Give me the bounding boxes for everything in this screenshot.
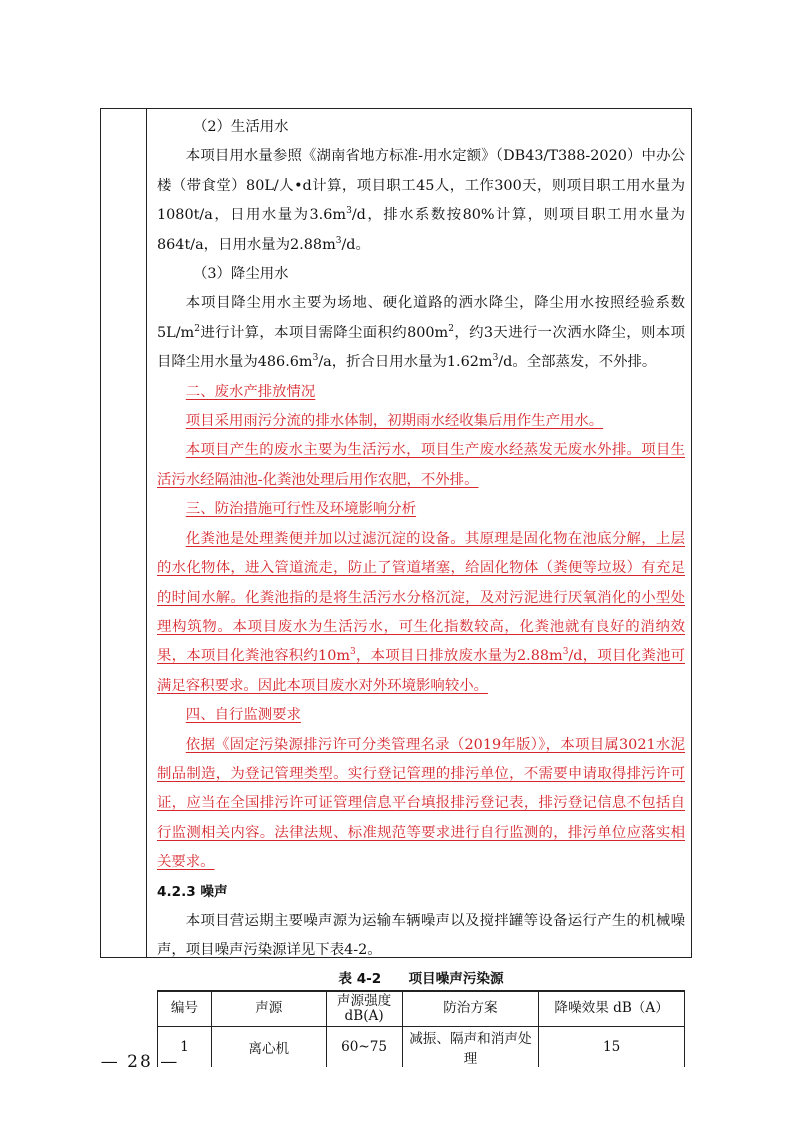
noise-paragraph: 本项目营运期主要噪声源为运输车辆噪声以及搅拌罐等设备运行产生的机械噪声，项目噪声污染源详见下表4-2。 (157, 912, 685, 959)
wastewater-paragraph-1: 项目采用雨污分流的排水体制，初期雨水经收集后用作生产用水。 (185, 413, 604, 430)
header-measure: 防治方案 (402, 991, 539, 1027)
document-frame (100, 108, 692, 1067)
feasibility-paragraph: 化粪池是处理粪便并加以过滤沉淀的设备。其原理是固化物在池底分解，上层的水化物体，进入管道流走，防止了管道堵塞，给固化物体（粪便等垃圾）有充足的时间水解。化粪池指的是将生活污水分格沉淀，及对污泥进行厌氧消化的小型处理构筑物。本项目废水为生活污水，可生化指数较高，化粪池就有良好的消纳效果，本项目化粪池容积约$10m^3$，本项目日排放废水量为$2.88m^3/d$，项目化粪池可满足容积要求。因此本项目废水对外环境影响较小。 (157, 530, 685, 694)
header-no: 编号 (158, 991, 212, 1027)
page-number: — 28 — (100, 1052, 180, 1072)
feasibility-heading: 三、防治措施可行性及环境影响分析 (185, 501, 417, 518)
left-column (101, 109, 147, 957)
table-header-row (158, 991, 685, 1027)
noise-heading: 4.2.3 噪声 (157, 883, 228, 900)
monitoring-heading: 四、自行监测要求 (185, 707, 301, 724)
header-source: 声源 (211, 991, 326, 1027)
dust-water-heading: （3）降尘用水 (193, 266, 289, 283)
wastewater-heading: 二、废水产排放情况 (185, 383, 316, 400)
dust-water-paragraph: 本项目降尘用水主要为场地、硬化道路的洒水降尘，降尘用水按照经验系数$5L/m^2$进行计算，本项目需降尘面积约$800m^2$，约3天进行一次洒水降尘，则本项目降尘用水量为$486.6m^3/a$，折合日用水量为$1.62m^3/d$。全部蒸发，不外排。 (157, 295, 685, 371)
life-water-heading: （2）生活用水 (193, 119, 289, 135)
cell-no: 1 (158, 1026, 212, 1067)
life-water-paragraph: 本项目用水量参照《湖南省地方标准-用水定额》（DB43/T388-2020）中办公楼（带食堂）80L/人•d计算，项目职工45人，工作300天，则项目职工用水量为1080t/a，日用水量为$3.6m^3/d$，排水系数按80%计算，则项目职工用水量为864t/a，日用水量为$2.88m^3/d$。 (157, 148, 685, 253)
table-caption: 表 4-2 项目噪声污染源 (338, 970, 504, 987)
monitoring-paragraph: 依据《固定污染源排污许可分类管理名录（2019年版）》，本项目属3021水泥制品制造，为登记管理类型。实行登记管理的排污单位，不需要申请取得排污许可证，应当在全国排污许可证管理信息平台填报排污登记表，排污登记信息不包括自行监测相关内容。法律法规、标准规范等要求进行自行监测的，排污单位应落实相关要求。 (157, 736, 685, 871)
cell-measure: 减振、隔声和消声处理 (402, 1026, 539, 1067)
content-area (157, 113, 685, 1067)
cell-source: 离心机 (211, 1026, 326, 1067)
cell-intensity: 60~75 (326, 1026, 402, 1067)
header-intensity: 声源强度 dB(A) (326, 991, 402, 1027)
wastewater-paragraph-2: 本项目产生的废水主要为生活污水，项目生产废水经蒸发无废水外排。项目生活污水经隔油池-化粪池处理后用作农肥，不外排。 (157, 442, 685, 488)
header-reduction: 降噪效果 dB（A） (539, 991, 685, 1027)
cell-reduction: 15 (539, 1026, 685, 1067)
